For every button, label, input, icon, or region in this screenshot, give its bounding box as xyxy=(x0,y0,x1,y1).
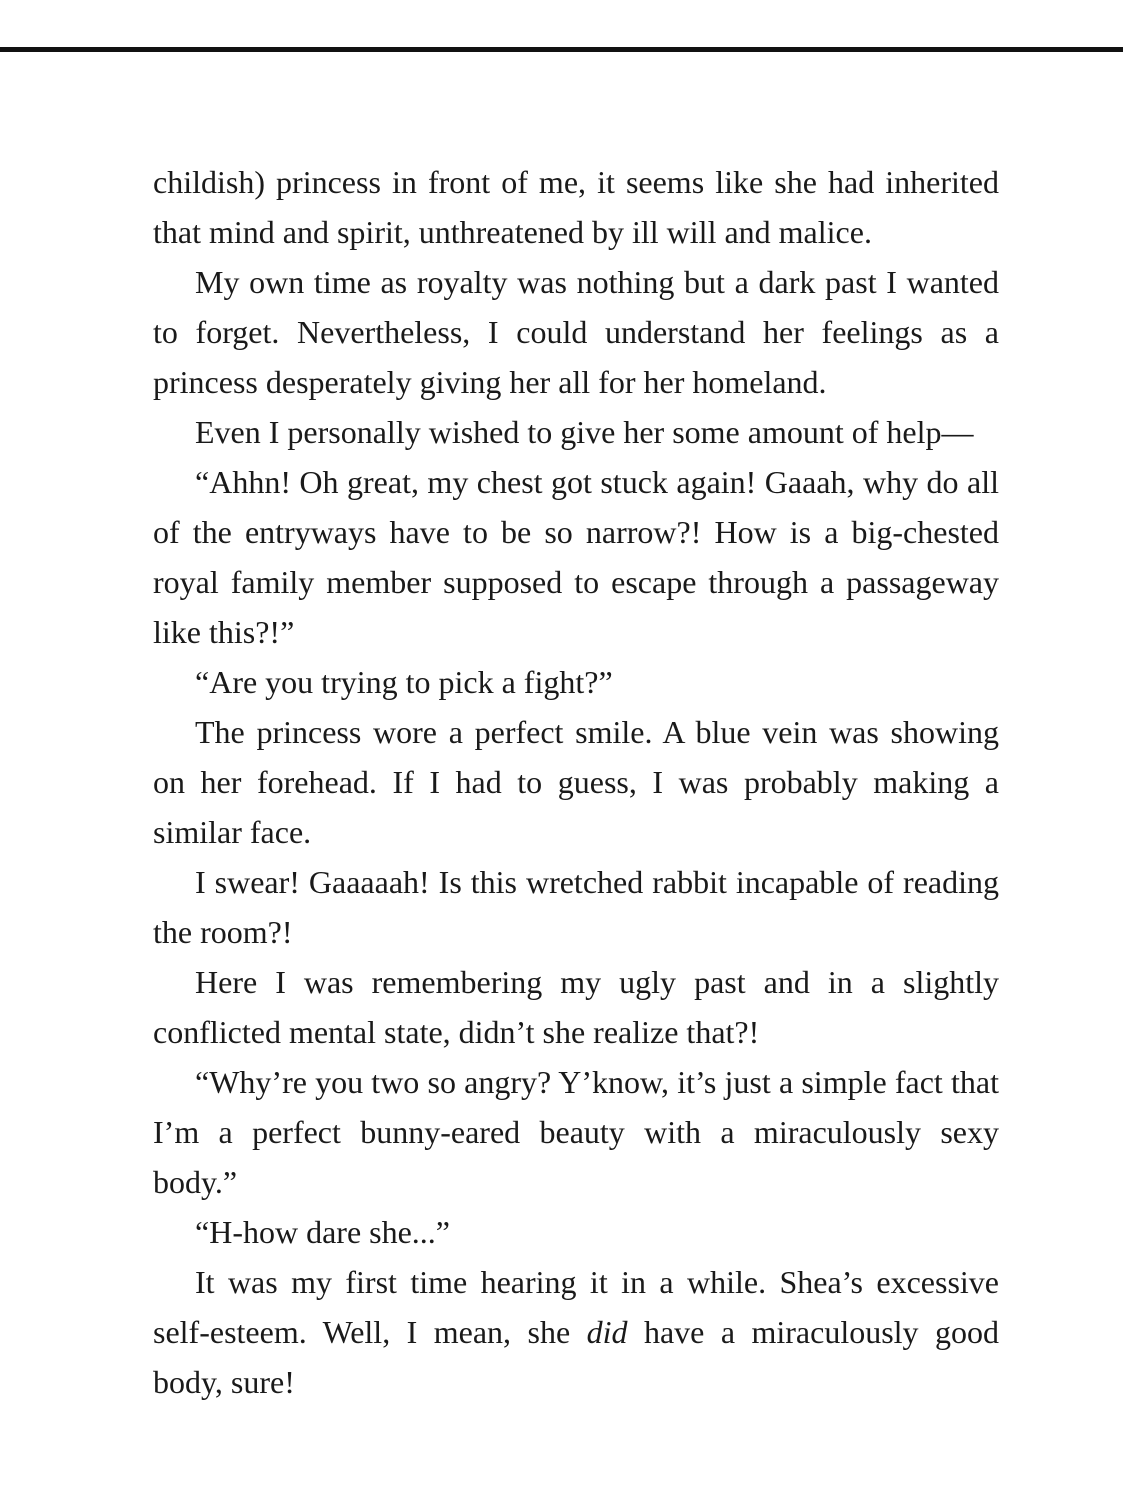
paragraph-5: “Are you trying to pick a fight?” xyxy=(195,664,613,700)
paragraph-3: Even I personally wished to give her some amount of help— xyxy=(195,414,974,450)
paragraph-11 xyxy=(153,1257,999,1407)
paragraph-8: Here I was remembering my ugly past and in a slightly conflicted mental state, didn’t she realize that?! xyxy=(153,964,999,1050)
paragraph-1: childish) princess in front of me, it seems like she had inherited that mind and spirit, unthreatened by ill will and malice. xyxy=(153,164,999,250)
emphasis-did: did xyxy=(586,1314,628,1350)
paragraph-2: My own time as royalty was nothing but a dark past I wanted to forget. Nevertheless, I could understand her feelings as a princess desperately giving her all for her homeland. xyxy=(153,264,999,400)
paragraph-11-before: It was my first time hearing it in a while. Shea’s excessive self-esteem. Well, I mean, she xyxy=(153,1264,999,1350)
paragraph-9: “Why’re you two so angry? Y’know, it’s just a simple fact that I’m a perfect bunny-eared beauty with a miraculously sexy body.” xyxy=(153,1064,999,1200)
page-body xyxy=(153,157,999,1407)
paragraph-11-after: have a miraculously good body, sure! xyxy=(153,1314,1000,1400)
paragraph-6: The princess wore a perfect smile. A blue vein was showing on her forehead. If I had to guess, I was probably making a similar face. xyxy=(153,714,999,850)
top-rule xyxy=(0,47,1123,52)
paragraph-10: “H-how dare she...” xyxy=(195,1214,450,1250)
paragraph-7: I swear! Gaaaaah! Is this wretched rabbit incapable of reading the room?! xyxy=(153,864,999,950)
paragraph-4: “Ahhn! Oh great, my chest got stuck again! Gaaah, why do all of the entryways have to be so narrow?! How is a big-chested royal family member supposed to escape through a passageway like this?!” xyxy=(153,464,999,650)
